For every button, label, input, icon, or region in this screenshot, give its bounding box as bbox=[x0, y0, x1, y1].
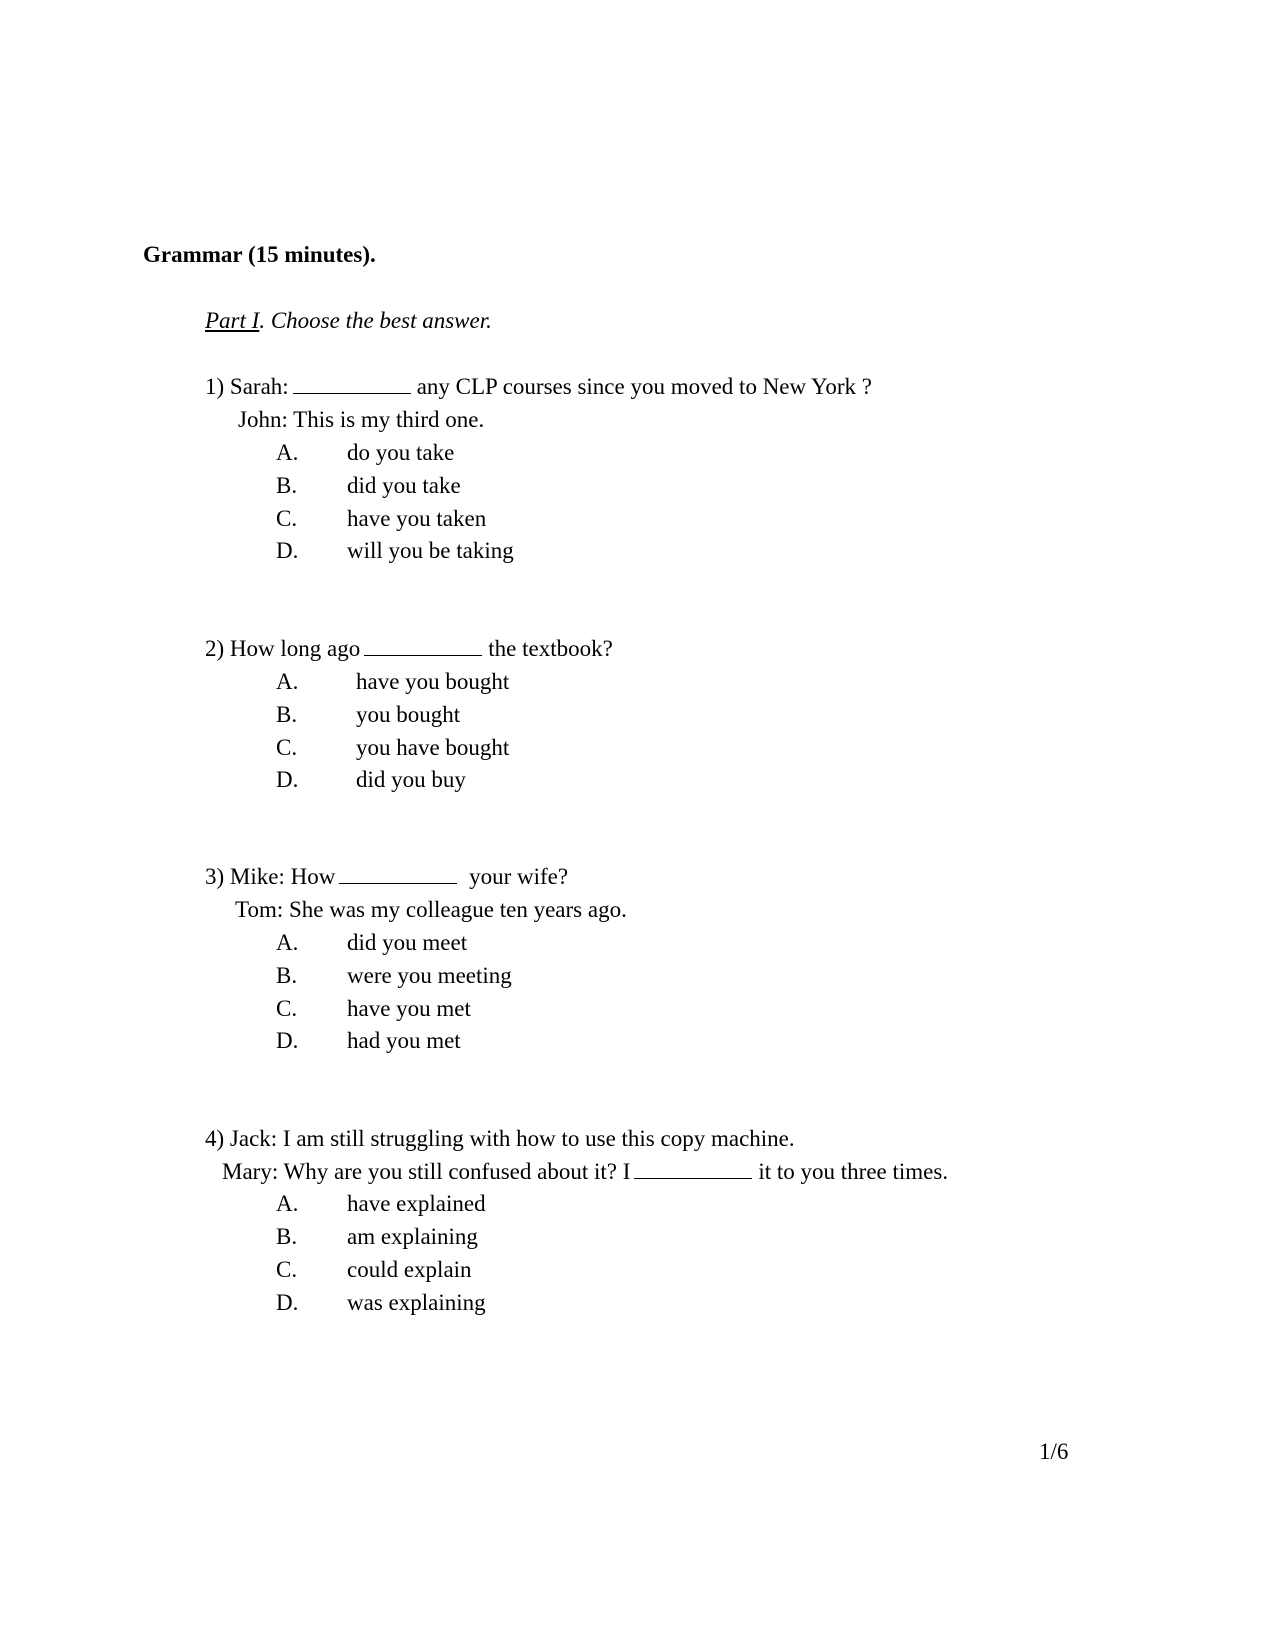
question-prompt bbox=[205, 1127, 795, 1150]
option-letter: C. bbox=[276, 735, 298, 760]
option-text: have you bought bbox=[356, 669, 510, 694]
answer-blank bbox=[293, 392, 411, 394]
option-text: did you buy bbox=[356, 767, 466, 792]
option-letter: C. bbox=[276, 996, 298, 1021]
option-text: were you meeting bbox=[347, 963, 512, 988]
reply-before: Mary: Why are you still confused about it? I bbox=[222, 1159, 631, 1184]
question-reply: John: This is my third one. bbox=[238, 407, 485, 432]
option-text: could explain bbox=[347, 1257, 472, 1282]
option-letter: D. bbox=[276, 1028, 299, 1053]
question-prompt bbox=[205, 637, 613, 660]
option-letter: C. bbox=[276, 1257, 298, 1282]
prompt-before: Mike: How bbox=[229, 864, 336, 889]
question-number: 2) bbox=[205, 636, 225, 661]
option-text: have you met bbox=[347, 996, 471, 1021]
question-number: 1) bbox=[205, 374, 225, 399]
prompt-line: Jack: I am still struggling with how to use this copy machine. bbox=[229, 1126, 795, 1151]
option-letter: B. bbox=[276, 702, 298, 727]
page-number: 1/6 bbox=[1039, 1439, 1069, 1464]
option-letter: B. bbox=[276, 963, 298, 988]
option-text: will you be taking bbox=[347, 538, 514, 563]
option-letter: B. bbox=[276, 1224, 298, 1249]
option-text: have explained bbox=[347, 1191, 486, 1216]
option-text: have you taken bbox=[347, 506, 487, 531]
question-prompt bbox=[205, 865, 568, 888]
option-letter: D. bbox=[276, 767, 299, 792]
question-reply: Tom: She was my colleague ten years ago. bbox=[235, 897, 627, 922]
option-letter: A. bbox=[276, 669, 299, 694]
option-letter: A. bbox=[276, 930, 299, 955]
option-letter: B. bbox=[276, 473, 298, 498]
option-text: you have bought bbox=[356, 735, 510, 760]
answer-blank bbox=[364, 654, 482, 656]
option-text: do you take bbox=[347, 440, 455, 465]
option-letter: D. bbox=[276, 1290, 299, 1315]
answer-blank bbox=[339, 882, 457, 884]
question-prompt bbox=[205, 375, 872, 398]
question-number: 3) bbox=[205, 864, 225, 889]
question-reply bbox=[222, 1160, 948, 1183]
prompt-after: the textbook? bbox=[488, 636, 613, 661]
prompt-after: your wife? bbox=[469, 864, 569, 889]
prompt-before: How long ago bbox=[229, 636, 361, 661]
option-letter: D. bbox=[276, 538, 299, 563]
option-text: was explaining bbox=[347, 1290, 486, 1315]
option-text: had you met bbox=[347, 1028, 461, 1053]
option-text: did you take bbox=[347, 473, 461, 498]
answer-blank bbox=[634, 1177, 752, 1179]
section-title: Grammar (15 minutes). bbox=[143, 242, 376, 267]
option-letter: A. bbox=[276, 1191, 299, 1216]
part-label: Part I bbox=[205, 308, 260, 333]
prompt-before: Sarah: bbox=[229, 374, 289, 399]
option-text: did you meet bbox=[347, 930, 468, 955]
option-text: you bought bbox=[356, 702, 461, 727]
prompt-after: any CLP courses since you moved to New York ? bbox=[416, 374, 872, 399]
question-number: 4) bbox=[205, 1126, 225, 1151]
reply-after: it to you three times. bbox=[758, 1159, 949, 1184]
option-text: am explaining bbox=[347, 1224, 478, 1249]
part-heading bbox=[205, 309, 492, 332]
part-instruction: . Choose the best answer. bbox=[259, 308, 492, 333]
option-letter: C. bbox=[276, 506, 298, 531]
option-letter: A. bbox=[276, 440, 299, 465]
